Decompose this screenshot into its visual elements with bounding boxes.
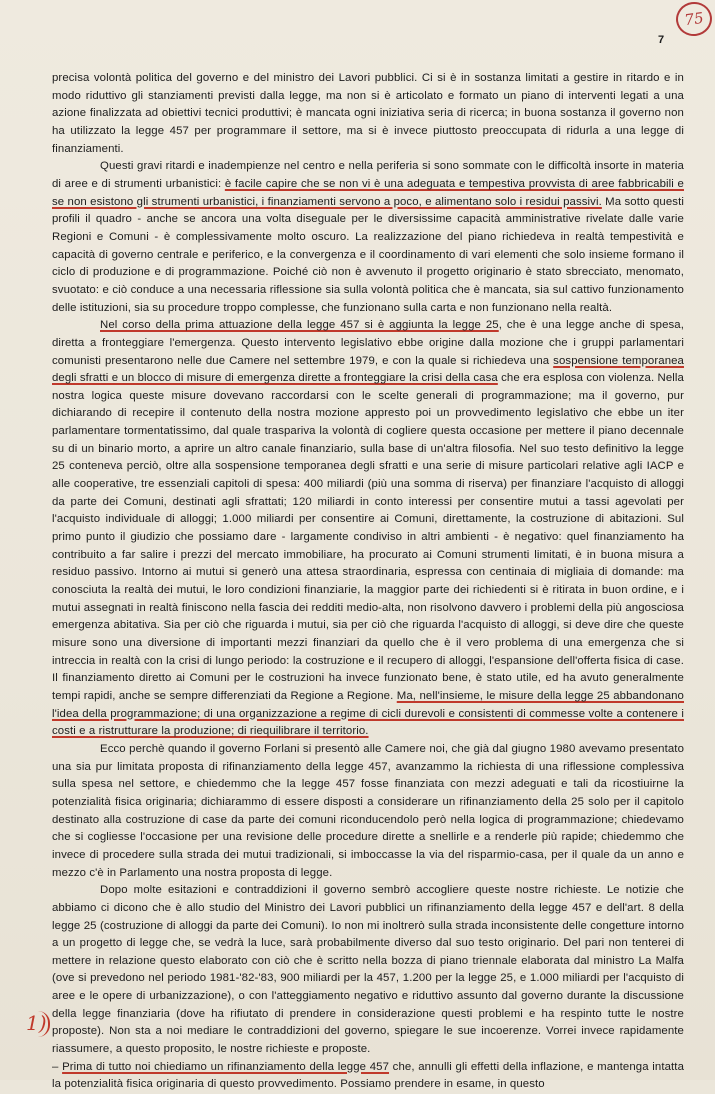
- text-run: che, annulli gli effetti della inflazione, e mantenga intatta la potenzialità fisica originaria di questo provvedimento. Possiamo prendere in esame, in questo: [52, 1060, 684, 1091]
- paragraph: [52, 741, 684, 882]
- paragraph: [52, 70, 684, 158]
- text-run: Dopo molte esitazioni e contraddizioni il governo sembrò accogliere queste nostre richieste. Le notizie che abbiamo ci dicono che è allo studio del Ministro dei Lavori pubblici un rifinanziamento della legge 457 e dell'art. 8 della legge 25 (costruzione di alloggi da parte dei Comuni). Io non mi inoltrerò sulla strada inconsistente delle congetture intorno a un progetto di legge che, se vedrà la luce, sarà probabilmente diverso dal suo testo originario. Del pari non tenterei di mettere in relazione questo elaborato con ciò che è scritto nella bozza di piano triennale elaborata dal ministro La Malfa (ove si prevedono nel periodo 1981-'82-'83, 900 miliardi per la 457, 1.200 per la legge 25, e 1.000 miliardi per l'acquisto di aree e le opere di urbanizzazione), o con l'atteggiamento negativo e riduttivo assunto dal governo durante la discussione della legge finanziaria (dove ha rifiutato di prendere in considerazione questi problemi e ha respinto tutte le nostre proposte). Non sta a noi mediare le contraddizioni del governo, spiegare le sue incoerenze. Vorrei invece rapidamente riassumere, a questo proposito, le nostre richieste e proposte.: [52, 884, 684, 1056]
- text-run: , che è una legge anche di spesa, diretta a fronteggiare l'emergenza. Questo intervento legislativo ebbe origine dalla mozione che i gruppi parlamentari comunisti presentarono nelle due Camere nel settembre 1979, e con la quale si richiedeva una: [52, 319, 684, 367]
- highlighted-text: è facile capire che se non vi è una adeguata e tempestiva provvista di aree fabbricabili e se non esistono gli strumenti urbanistici, i finanziamenti servono a poco, e alimentano solo i residui passivi.: [52, 177, 684, 208]
- text-run: Ma sotto questi profili il quadro - anche se ancora una volta diseguale per le diversissime capacità amministrative rivelate dalle varie Regioni e Comuni - è complessivamente molto oscuro. La realizzazione del piano richiedeva in realtà tempestività e capacità di governo centrale e periferico, e la convergenza e il coordinamento di vari elementi che solo insieme formano il ciclo di produzione e di programmazione. Poiché ciò non è avvenuto il progetto originario è stato sbrecciato, menomato, svuotato: e ciò conduce a una necessaria riflessione sia sulla volontà politica che è mancata, sia sul cattivo funzionamento delle istituzioni, sia su procedure troppo complesse, che funzionano sulla carta e non funzionano nella realtà.: [52, 195, 684, 314]
- paragraph: [52, 1059, 684, 1094]
- paragraph: [52, 882, 684, 1059]
- margin-bracket-mark: [38, 1011, 50, 1037]
- body-text: [52, 70, 684, 1094]
- text-run: che era esplosa con violenza. Nella nostra logica queste misure dovevano raccordarsi con le scelte generali di programmazione; ma il governo, pur dichiarando di recepire il contenuto della nostra mozione appresto poi un provvedimento legislativo che ebbe un iter parlamentare tormentatissimo, dal quale traspariva la volontà di cogliere questa occasione per mettere il piano decennale su di un binario morto, a aprire un altro canale finanziario, sulla base di un'altra filosofia. Nel suo testo definitivo la legge 25 conteneva perciò, oltre alla sospensione temporanea degli sfratti e una serie di misure particolari relative agli IACP e alle cooperative, tre essenziali capitoli di spesa: 400 miliardi (più una somma di riserva) per finanziare l'acquisto di alloggi da parte dei Comuni, destinati agli sfrattati; 120 miliardi in conto interessi per consentire mutui a tassi agevolati per l'acquisto individuale di alloggi; 1.000 miliardi per consentire ai Comuni, direttamente, la costruzione di abitazioni. Sul primo punto il giudizio che possiamo dare - largamente condiviso in altri ambienti - è negativo: quel finanziamento ha contribuito a far salire i prezzi del mercato immobiliare, ha procurato ai Comuni strumenti limitati, è in buona misura a residuo passivo. Intorno ai mutui si generò una attesa straordinaria, espressa con centinaia di migliaia di domande: ma conosciuta la realtà dei mutui, le loro condizioni finanziarie, la maggior parte dei richiedenti si è ritirata in buon ordine, e i mutui assegnati in realtà finiscono nella fascia dei redditi medio-alta, non risolvono davvero i problemi della più angosciosa emergenza abitativa. Sia per ciò che riguarda i mutui, sia per ciò che riguarda l'acquisto di alloggi, si deve dire che queste misure sono una diversione di importanti mezzi finanziari da quello che è il vero problema di una emergenza che si intreccia in realtà con la crisi di lungo periodo: la costruzione e il recupero di alloggi, l'espansione dell'offerta fisica di case. Il finanziamento diretto ai Comuni per le costruzioni ha invece funzionato bene, è stato utile, ed ha avuto generalmente tempi rapidi, anche se sempre differenziati da Regione a Regione.: [52, 372, 684, 702]
- highlighted-text: Prima di tutto noi chiediamo un rifinanziamento della legge 457: [62, 1060, 390, 1073]
- text-run: Questi gravi ritardi e inadempienze nel centro e nella periferia si sono sommate con le difficoltà insorte in materia di aree e di strumenti urbanistici:: [52, 160, 684, 190]
- margin-annotation-mark: 1): [26, 1011, 47, 1035]
- highlighted-text: sospensione temporanea degli sfratti e un blocco di misure di emergenza dirette a fronteggiare la crisi della casa: [52, 354, 684, 385]
- page-number: 7: [658, 34, 665, 46]
- circled-page-annotation: 75: [674, 0, 714, 38]
- paragraph: [52, 158, 684, 317]
- paragraph: [52, 317, 684, 741]
- text-run: Ecco perchè quando il governo Forlani si presentò alle Camere noi, che già dal giugno 1980 avevamo presentato una sia pur limitata proposta di rifinanziamento della legge 457, avanzammo la richiesta di una riflessione complessiva sulla spesa nel settore, e chiedemmo che la legge 457 fosse finanziata con mezzi adeguati e tali da ricostiuirne la potenzialità fisica originaria; dichiarammo di essere disposti a considerare un rifinanziamento della 25 solo per il capitolo destinato alla costruzione di case da parte dei comuni riconducendolo però nella logica di programmazione; chiedevamo che si cogliesse l'occasione per una revisione delle procedure dirette a snellirle e a renderle più rapide; chiedemmo che invece di procedere sulla strada dei mutui tradizionali, si imboccasse la via del risparmio-casa, per il quale da un anno e mezzo c'è in Parlamento una nostra proposta di legge.: [52, 742, 684, 879]
- text-run: precisa volontà politica del governo e del ministro dei Lavori pubblici. Ci si è in sostanza limitati a gestire in ritardo e in modo riduttivo gli stanziamenti previsti dalla legge, ma non si è articolato e formato un piano di interventi legati a una azione finalizzata ad obiettivi tecnici produttivi; è mancata ogni iniziativa seria di ricerca; in buona sostanza il governo non ha utilizzato la legge 457 per programmare il settore, ma si è invece piuttosto preoccupata di ridurla a una legge di finanziamenti.: [52, 72, 684, 155]
- highlighted-text: Nel corso della prima attuazione della legge 457 si è aggiunta la legge 25: [100, 319, 499, 332]
- highlighted-text: Ma, nell'insieme, le misure della legge 25 abbandonano l'idea della programmazione; di una organizzazione a regime di cicli durevoli e consistenti di commesse volte a contenere i costi e a ristrutturare la produzione; di riequilibrare il territorio.: [52, 689, 684, 738]
- text-run: –: [52, 1060, 63, 1073]
